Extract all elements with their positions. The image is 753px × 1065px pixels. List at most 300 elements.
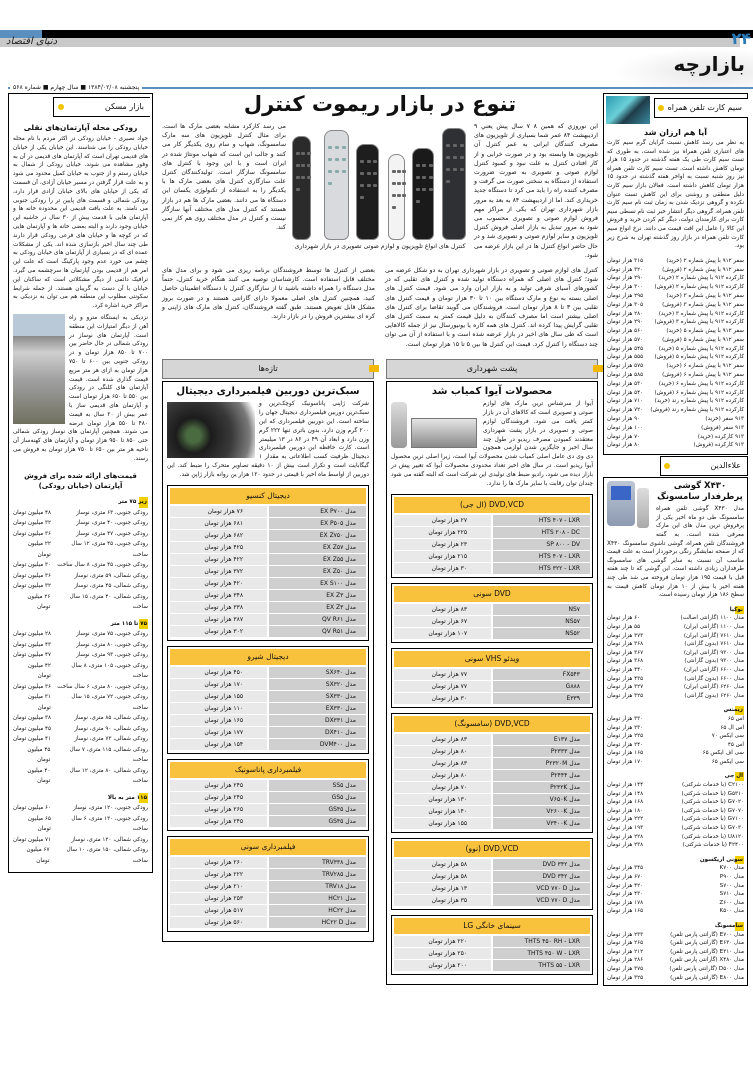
remote-button [307, 176, 311, 179]
price-row [607, 283, 744, 292]
article-body-col4: بعضی از کنترل ها توسط فروشندگان برنامه ریزی می شود و برای مدل های مختلف قابل استفاده است. کارشناسان توصیه می کنند هنگام خرید کنترل، حتماً مدل دستگاه را همراه داشته باشید تا از سازگاری کنترل با دستگاه اطمینان حاصل کنید. همچنین کنترل های اصلی معمولا دارای گارانتی هستند و در صورت بروز مشکل قابل تعویض هستند. طبق گفته فروشندگان، کنترل های مارک های ژاپنی و کره ای بیشترین فروش را در بازار دارند. [162, 267, 375, 321]
item-price: ۳۲۵ هزار تومان [607, 974, 644, 981]
remote-button [397, 194, 401, 197]
aladdin-header-row [603, 455, 748, 477]
cell-model: مدل P۲۳۳۳ [493, 746, 590, 757]
cell-model: NS۵۷ [493, 616, 590, 627]
price-row [607, 433, 744, 442]
price-row [607, 632, 744, 641]
item-price: ۴۴۰ هزار تومان [607, 666, 644, 673]
item-label: سفر ۹۱۲ با پیش شماره ۶ (فروش) [662, 372, 744, 379]
remote-button [342, 158, 346, 161]
item-label: مدل K۷۰۰ [719, 865, 744, 872]
price-row [607, 692, 744, 701]
price-row [13, 539, 148, 560]
camcorder-box [162, 381, 374, 942]
item-label: سفر ۹۱۲ با پیش شماره ۵ (خرید) [666, 328, 744, 335]
item-price: ۳۱ میلیون تومان [27, 694, 51, 711]
price-row [607, 864, 744, 873]
cell-price: ۱۷۷ هزار تومان [170, 727, 267, 738]
remote-button [328, 170, 332, 173]
cell-price: ۱۰۷ هزار تومان [394, 628, 491, 639]
housing-header-row [13, 97, 148, 121]
cell-price: ۳۰ هزار تومان [394, 693, 491, 704]
cell-price: ۲۲۲ هزار تومان [170, 869, 267, 880]
price-row [607, 424, 744, 433]
remote-button [360, 196, 364, 199]
item-price: ۳۲ میلیون تومان [13, 520, 52, 527]
item-label: مدل ۱۱۰۰ (گارانتی ایران) [683, 623, 744, 630]
item-label: کارکرده ۹۱۲ با پیش شماره رند (فروش) [650, 407, 744, 414]
cell-price: ۱۷۰ هزار تومان [170, 679, 267, 690]
remote-button [307, 152, 311, 155]
cell-model: مدل SX۳۲۰ [269, 679, 366, 690]
price-row [607, 781, 744, 790]
cell-model: مدل DX۳۳۱ [269, 715, 366, 726]
item-label: ۹۱۳ سفر (خرید) [705, 416, 744, 423]
item-price: ۶۰ میلیون تومان [13, 805, 52, 812]
price-row [13, 724, 148, 735]
item-price: ۲۹۰ هزار تومان [607, 275, 644, 282]
cell-model: FX۵۴۳ [493, 669, 590, 680]
remote-button [446, 144, 450, 147]
cell-price: ۳۷۲ هزار تومان [170, 566, 267, 577]
price-row [13, 734, 148, 745]
cell-model: مدل TRV۳۳۸ [269, 857, 366, 868]
table-row [394, 734, 590, 745]
cell-model: مدل HC۲۲ D [269, 917, 366, 928]
table-row [394, 681, 590, 692]
item-price: ۷۱۰ هزار تومان [607, 398, 644, 405]
remote-button [367, 184, 371, 187]
cell-price: ۲۶۵ هزار تومان [170, 804, 267, 815]
item-label: اس ال ۶۵ [720, 724, 744, 731]
item-label: رودکی شمالی، ۷۳ متری، نوساز [74, 736, 148, 743]
table-row [394, 628, 590, 639]
cell-model: مدل EX P۷۰۰ [269, 506, 366, 517]
price-row [607, 939, 744, 948]
price-row [607, 318, 744, 327]
remote-button [373, 172, 377, 175]
remote-button [296, 152, 300, 155]
item-price: ۳۲۰ هزار تومان [607, 266, 644, 273]
table-row [170, 893, 366, 904]
group-title: ال جی [607, 772, 744, 781]
cell-model: THTS ۴۵۰ RH - LXR [493, 936, 590, 947]
cell-price: ۲۱۰ هزار تومان [170, 881, 267, 892]
cell-model: مدل EX Z۳ [269, 590, 366, 601]
item-label: مدل ۷۶۱۰ (بدون گارانتی) [684, 641, 744, 648]
newspaper-logo: دنیای اقتصاد [6, 36, 58, 47]
cell-model: مدل DVD ۳۴۲ [493, 859, 590, 870]
price-row [607, 657, 744, 666]
item-label: مدل X۴۸۰ (گارانتی پارس تلفن) [669, 957, 744, 964]
item-label: رودکی شمالی، ۱۵۰ متری، ۱۰ سال ساخت [66, 847, 148, 864]
table-row [170, 614, 366, 625]
item-price: ۶۵ میلیون تومان [27, 815, 51, 833]
section-header: بازار مسکن [53, 97, 150, 117]
remote-button [397, 182, 401, 185]
item-price: ۲۲۸ هزار تومان [607, 833, 644, 840]
price-table [391, 838, 593, 910]
item-price: ۱۶۵ هزار تومان [607, 908, 644, 915]
item-label: مدل ۹۳۰۰ (گارانتی ایران) [683, 649, 744, 656]
item-label: رودکی جنوبی، ۴۰ متری، نوساز [76, 520, 148, 527]
article-title: سبک‌ترین دوربین فیلمبرداری دیجیتال [176, 385, 360, 397]
price-row [13, 766, 148, 787]
item-price: ۵۷۰ هزار تومان [607, 336, 644, 343]
item-label: رودکی شمالی، ۵۹ متری، نوساز [74, 572, 148, 579]
remote-button [460, 144, 464, 147]
item-label: G۷۰۲۰ (با خدمات شرکتی) [681, 799, 744, 806]
item-label: G۵۳۱۰ (با خدمات شرکتی) [681, 790, 744, 797]
table-row [170, 703, 366, 714]
price-row [607, 301, 744, 310]
remote-button [460, 156, 464, 159]
cell-model: مدل GS۵ [269, 792, 366, 803]
table-row [394, 770, 590, 781]
group-title: زیمنس [607, 706, 744, 715]
item-label: رودکی شمالی، ۴۰ متری، ۱۵ سال ساخت [69, 593, 148, 611]
item-label: سفر ۹۱۲ با پیش شماره ۶ (خرید) [666, 363, 744, 370]
item-label: رودکی جنوبی، ۸۰ متری، نوساز [76, 641, 148, 648]
cell-price: ۵۱۷ هزار تومان [170, 905, 267, 916]
cell-price: ۲۴۵ هزار تومان [170, 780, 267, 791]
table-row [394, 527, 590, 538]
simcard-header-row [607, 96, 744, 126]
remote-button [422, 164, 426, 167]
table-header: DVD,VCD (سامسونگ) [394, 716, 590, 732]
cell-model: مدل P۲۳۲۰M [493, 758, 590, 769]
price-row [13, 845, 148, 866]
item-label: رودکی جنوبی، ۱۰۵ متری، ۸ سال ساخت [71, 662, 148, 680]
item-label: سفر ۹۱۲ با پیش شماره ۵ (فروش) [662, 336, 744, 343]
item-label: ۹۱۳ کارکرده (فروش) [693, 442, 744, 449]
item-price: ۶۰ هزار تومان [607, 615, 641, 622]
remote-button [392, 194, 396, 197]
cell-model: مدل EX P۵۰۵ [269, 518, 366, 529]
remote-button [460, 168, 464, 171]
price-table [391, 494, 593, 578]
item-price: ۲۱۲ هزار تومان [607, 948, 644, 955]
item-label: کارکرده ۹۱۲ با پیش شماره ۵ (فروش) [654, 354, 744, 361]
price-row [607, 266, 744, 275]
table-row [170, 506, 366, 517]
item-price: ۶۷۰ هزار تومان [607, 874, 644, 880]
item-label: G۷۰۷۰ (با خدمات شرکتی) [681, 807, 744, 814]
price-row [607, 327, 744, 336]
remote-button [335, 158, 339, 161]
table-header: ویدئو VHS سونی [394, 651, 590, 667]
cell-price: ۱۵۵ هزار تومان [394, 818, 491, 829]
price-row [607, 833, 744, 842]
item-price: ۳۰ میلیون تومان [13, 562, 52, 569]
item-price: ۷۱ میلیون تومان [13, 836, 52, 843]
dvd-player-photo [411, 418, 477, 448]
remote-button [416, 176, 420, 179]
page-number: ۲۴ [731, 29, 751, 48]
cell-price: ۶۸۲ هزار تومان [170, 530, 267, 541]
cell-price: ۴۲۰ هزار تومان [170, 578, 267, 589]
cell-price: ۲۴۵ هزار تومان [170, 792, 267, 803]
phone-price-lists [607, 606, 744, 982]
table-row [394, 883, 590, 894]
folder-icon [369, 365, 379, 372]
item-price: ۴۱ میلیون تومان [13, 736, 52, 743]
table-row [394, 859, 590, 870]
item-price: ۳۷۳ هزار تومان [607, 632, 644, 639]
group-title: ۱۱۵ متر به بالا [13, 793, 148, 804]
remote-button [429, 176, 433, 179]
article-title: رودکی محله آپارتمان‌های نقلی [23, 123, 138, 132]
price-table [391, 648, 593, 708]
item-label: ۹۱۳ کارکرده (خرید) [697, 433, 744, 440]
cell-price: ۴۲۵ هزار تومان [170, 542, 267, 553]
center-column [162, 90, 598, 985]
remote-button [453, 144, 457, 147]
remote-button [416, 188, 420, 191]
cell-model: مدل GS۴۵ [269, 816, 366, 827]
item-price: ۸۰ هزار تومان [607, 442, 641, 449]
section-header-label: پشت شهرداری [466, 363, 518, 373]
housing-box [8, 93, 153, 873]
price-table [391, 915, 593, 975]
cell-model: مدل SX۶۴۰ [269, 667, 366, 678]
price-row [607, 741, 744, 750]
item-label: G۷۰۳۰ (با خدمات شرکتی) [681, 825, 744, 832]
cell-price: ۷۶ هزار تومان [170, 506, 267, 517]
table-row [170, 917, 366, 928]
item-price: ۵۵ هزار تومان [607, 623, 641, 630]
cell-price: ۸۳ هزار تومان [394, 758, 491, 769]
remote-button [446, 180, 450, 183]
table-row [170, 739, 366, 750]
masthead-bar [0, 30, 753, 38]
price-row [607, 257, 744, 266]
item-price: ۳۶ میلیون تومان [13, 530, 52, 537]
item-label: G۷۱۰۰ (با خدمات شرکتی) [681, 816, 744, 823]
cell-price: ۵۶۰ هزار تومان [170, 917, 267, 928]
remote-button [397, 170, 401, 173]
item-label: کارکرده ۹۱۲ با پیش شماره ۲ (خرید) [658, 275, 744, 282]
remote-button [429, 188, 433, 191]
cell-model: مدل SX۳۳۰ [269, 691, 366, 702]
cell-model: مدل GS۴۵ [269, 804, 366, 815]
item-price: ۵۳۰ هزار تومان [607, 380, 644, 387]
item-price: ۳۶ میلیون تومان [13, 683, 52, 690]
table-row [394, 515, 590, 526]
remote-button [416, 164, 420, 167]
masthead-band [0, 38, 740, 47]
cell-model: مدل DX۴۱۰ [269, 727, 366, 738]
price-row [607, 345, 744, 354]
item-label: مدل D۵۰۰ (گارانتی پارس تلفن) [669, 965, 744, 972]
price-tables [391, 494, 593, 975]
table-row [394, 563, 590, 574]
item-price: ۴۳۰ هزار تومان [607, 891, 644, 898]
item-label: F۲۴۰۰ (با خدمات شرکتی) [682, 842, 744, 849]
remote-button [367, 172, 371, 175]
item-label: رودکی جنوبی، ۱۲۰ متری، نوساز [73, 805, 148, 812]
price-row [607, 956, 744, 965]
table-row [394, 693, 590, 704]
aiwa-photo-group [391, 402, 479, 450]
article-body-col2: می رسد کارکرد مشابه بعضی مارک ها است. برای مثال کنترل تلویزیون های سه مارک سامسونگ، شهاب و سام روی یکدیگر کار می کنند و جالب این است که شهاب مونتاژ شده در ایران است و با این وجود با کنترل های سامسونگ سازگار است. تولیدکنندگان کنترل علت سازگاری کنترل های بعضی مارک ها با یکدیگر را به استفاده از تکنولوژی یکسان این دستگاه ها می دانند. بعضی مارک ها هم در بازار هستند که کنترل مدل های مختلف آنها سازگار نیست و کنترل در مدل مختلف روی هم کار نمی کند. [162, 123, 286, 232]
cell-price: ۳۵ هزار تومان [394, 895, 491, 906]
item-price: ۴۳ میلیون تومان [13, 641, 52, 648]
photo-caption: کنترل های انواع تلویزیون و لوازم صوتی تصویری در بازار شهرداری [294, 243, 466, 250]
item-price: ۲۸۰ هزار تومان [607, 310, 644, 317]
table-row [170, 857, 366, 868]
item-label: رودکی شمالی، ۸۰ متری، ۱۲ سال ساخت [69, 767, 148, 785]
cell-price: ۷۷ هزار تومان [394, 681, 491, 692]
price-row [607, 371, 744, 380]
price-list [607, 257, 744, 451]
table-header: DVD سونی [394, 586, 590, 602]
item-price: ۴۵ میلیون تومان [27, 746, 51, 764]
item-price: ۳۲ میلیون تومان [13, 583, 52, 590]
cell-model: NS۷ [493, 604, 590, 615]
section-title: بازارچه [673, 52, 745, 76]
item-label: سفر ۹۱۲ با پیش شماره ۳ (فروش) [662, 301, 744, 308]
remote-button [373, 184, 377, 187]
table-row [394, 871, 590, 882]
cell-model: مدل EX Z۵۰ [269, 566, 366, 577]
item-price: ۷۲۰ هزار تومان [607, 407, 644, 414]
cell-model: مدل P۲۴۴۴ [493, 770, 590, 781]
item-label: رودکی جنوبی، ۱۳۰ متری، ۶ سال ساخت [71, 815, 148, 833]
item-price: ۲۳۸ هزار تومان [607, 842, 644, 849]
remote-button [360, 184, 364, 187]
remote-button [402, 170, 406, 173]
item-label: کارکرده ۹۱۲ با پیش شماره ۵ (خرید) [658, 345, 744, 352]
cell-price: ۲۵۳ هزار تومان [170, 893, 267, 904]
item-price: ۱۷۸ هزار تومان [607, 899, 644, 906]
item-price: ۲۲۵ هزار تومان [607, 733, 644, 740]
table-row [394, 948, 590, 959]
price-row [13, 650, 148, 661]
item-price: ۴۰ میلیون تومان [27, 767, 51, 785]
item-label: مدل S۷۰۰ [719, 882, 744, 889]
table-row [394, 936, 590, 947]
item-price: ۲۲۲ هزار تومان [607, 816, 644, 823]
price-row [13, 560, 148, 571]
remote-control [412, 148, 434, 240]
item-label: اس ۶۵ [727, 715, 744, 722]
cell-price: ۸۳ هزار تومان [394, 604, 491, 615]
item-label: مدل Z۶۰۰ [719, 899, 744, 906]
price-row [607, 873, 744, 882]
dateline: پنجشنبه ۱۳۸۴/۰۲/۰۸ ■ سال چهارم ■ شماره ۵۶۸ [10, 84, 142, 91]
price-row [13, 592, 148, 613]
cell-model: مدل TRV۲۸۵ [269, 869, 366, 880]
table-header: دیجیتال شیرو [170, 649, 366, 665]
price-row [13, 518, 148, 529]
table-row [170, 881, 366, 892]
table-row [170, 679, 366, 690]
item-price: ۱۴۴ هزار تومان [607, 782, 644, 789]
remote-button [301, 152, 305, 155]
item-price: ۲۶ میلیون تومان [27, 593, 51, 611]
cell-price: ۶۸۱ هزار تومان [170, 518, 267, 529]
price-row [13, 508, 148, 519]
item-label: کارکرده ۹۱۲ با پیش شماره ۳ (فروش) [654, 319, 744, 326]
table-row [170, 542, 366, 553]
item-price: ۱۹۳ هزار تومان [607, 825, 644, 832]
remote-button [335, 146, 339, 149]
cell-model: مدل QV R۶۱ [269, 614, 366, 625]
item-price: ۷۰ هزار تومان [607, 433, 641, 440]
article-body: به نظر می رسد کاهش نسبت گرایان گرم سیم کارت های اعتباری تلفن همراه نیز شده است، به طوری که تست سیم کارت طی یک هفته گذشته در حدود ۱۵ هزار تومان کاهش داشته است. تست سیم کارت تلفن همراه نیز روز شنبه نسبت به اواخر هفته گذشته در حدود ۱۵ هزار تومان کاهش داشته است. فعالان بازار سیم کارت دلیل منطقی و روشنی برای این کاهش تست عنوان نکرده و گروهی نزدیک شدن به زمان ثبت نام سیم کارت تلفن همراه، گروهی دیگر انتشار خبر ثبت نام تسطی سیم کارت برای کارمندان دولت، دیگر کم کردن خرید و فروش این کالا را عامل این افت قیمت می دانند. نرخ انواع سیم کارت تلفن همراه در بازار روز گذشته تهران به شرح زیر بود. [607, 140, 744, 250]
remote-control [388, 154, 405, 240]
item-label: رودکی جنوبی، ۷۲ متری، ۱۵ سال ساخت [71, 694, 148, 711]
price-row [607, 931, 744, 940]
cell-price: ۸۰ هزار تومان [394, 770, 491, 781]
section-header-aladdin: علاءالدین [660, 456, 748, 476]
price-table [167, 836, 369, 932]
item-label: سی اف ایکس ۶۵ [702, 750, 744, 757]
item-label: مدل E۷۰۰ (گارانتی پارس تلفن) [670, 931, 744, 938]
camcorder-photo [167, 402, 255, 458]
photo-block [292, 122, 468, 251]
cell-model: مدل HC۲۱ [269, 893, 366, 904]
price-row [607, 675, 744, 684]
item-price: ۳۶۷ هزار تومان [607, 649, 644, 656]
section-header-label: تازه‌ها [258, 363, 278, 373]
price-row [607, 415, 744, 424]
item-price: ۵۸۵ هزار تومان [607, 372, 644, 379]
price-row [607, 790, 744, 799]
remote-button [402, 182, 406, 185]
item-label: مدل P۹۰۰ [719, 874, 744, 880]
price-row [607, 890, 744, 899]
table-row [394, 794, 590, 805]
cell-price: ۲۵۰ هزار تومان [394, 948, 491, 959]
price-row [607, 824, 744, 833]
cell-model: مدل EX Z۳ [269, 602, 366, 613]
aiwa-box [386, 381, 598, 985]
cell-price: ۲۲۵ هزار تومان [394, 527, 491, 538]
lead-article-lower-row [162, 266, 598, 349]
price-row [607, 380, 744, 389]
cell-model: مدل EX Z۵۵ [269, 554, 366, 565]
item-label: مدل E۳۱۰ (گارانتی پارس تلفن) [670, 948, 744, 955]
table-row [394, 758, 590, 769]
aiwa-section [386, 359, 598, 985]
item-label: رودکی جنوبی، ۴۷ متری، نوساز [76, 530, 148, 537]
cell-price: ۸۰ هزار تومان [394, 746, 491, 757]
item-label: رودکی شمالی، ۸۵ متری، نوساز [74, 715, 148, 722]
item-label: مدل K۵۰۰ [719, 908, 744, 915]
item-price: ۳۶ میلیون تومان [13, 572, 52, 579]
cell-model: مدل EX Z۵۷ [269, 542, 366, 553]
cell-price: ۱۵۴ هزار تومان [170, 739, 267, 750]
price-table [167, 759, 369, 831]
article-body-2: نزدیکی به ایستگاه مترو و راه آهن از دیگر امتیازات این منطقه است. آپارتمان های نوساز در رودکی شمالی در حال حاضر بین ۷۰۰ تا ۸۵۰ هزار تومان و در رودکی جنوبی بین ۶۰۰ تا ۷۵۰ هزار تومان به ازای هر متر مربع قیمت گذاری شده است. قیمت آپارتمان های کلنگی در رودکی بین ۵۵۰ تا ۶۵۰ هزار تومان است و آپارتمان های قدیمی ساز با عمر بیش از ۲۰ سال به قیمت ۴۸۰ تا ۵۵۰ هزار تومان عرضه می شوند. همچنین آپارتمان های نوساز رودکی شمالی حتی ۸۵۰ تا ۹۵۰ هزار تومان و آپارتمان های کهنه‌ساز آن ناحیه هر متر بین ۶۵۰ تا ۷۵۰ هزار تومان به فروش می رسند. [13, 314, 148, 462]
price-table [167, 646, 369, 754]
price-row [607, 649, 744, 658]
remote-button [342, 170, 346, 173]
cell-price: ۱۳۰ هزار تومان [394, 794, 491, 805]
remote-control [292, 136, 311, 240]
item-label: کارکرده ۹۱۲ با پیش شماره ۳ (خرید) [658, 310, 744, 317]
item-label: C۲۱۰۰ (با خدمات شرکتی) [681, 782, 744, 789]
remote-button [446, 156, 450, 159]
table-header: فیلمبرداری پاناسونیک [170, 762, 366, 778]
item-price: ۴۵ میلیون تومان [13, 725, 52, 732]
remote-button [328, 158, 332, 161]
table-row [170, 667, 366, 678]
